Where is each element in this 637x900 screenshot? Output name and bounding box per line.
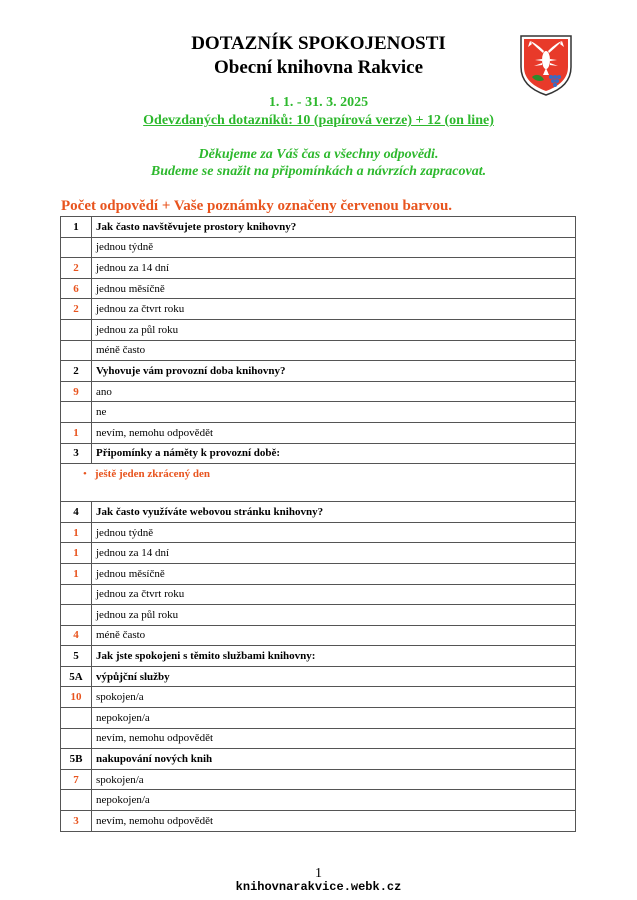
answer-row: [61, 625, 576, 646]
answer-count: 1: [61, 422, 92, 443]
answer-row: [61, 687, 576, 708]
question-row: [61, 749, 576, 770]
answer-text: jednou měsíčně: [92, 563, 576, 584]
page-number: 1: [315, 866, 322, 881]
period: 1. 1. - 31. 3. 2025: [268, 95, 369, 110]
answer-text: jednou za čtvrt roku: [92, 299, 576, 320]
answer-row: [61, 769, 576, 790]
answer-text: jednou za 14 dní: [92, 543, 576, 564]
answer-text: jednou za půl roku: [92, 605, 576, 626]
answer-count: 7: [61, 769, 92, 790]
question-row: [61, 443, 576, 464]
answer-text: jednou týdně: [92, 522, 576, 543]
answer-row: [61, 299, 576, 320]
answer-row: [61, 584, 576, 605]
answer-count: 1: [61, 543, 92, 564]
answer-count: [61, 402, 92, 423]
answer-text: ne: [92, 402, 576, 423]
answer-text: jednou měsíčně: [92, 278, 576, 299]
answer-text: jednou za půl roku: [92, 319, 576, 340]
answer-text: ano: [92, 381, 576, 402]
question-row: [61, 666, 576, 687]
question-text: nakupování nových knih: [92, 749, 576, 770]
answer-row: [61, 708, 576, 729]
question-text: Jak často navštěvujete prostory knihovny?: [92, 217, 576, 238]
answer-count: [61, 790, 92, 811]
question-number: 3: [61, 443, 92, 464]
question-number: 5B: [61, 749, 92, 770]
answer-row: [61, 522, 576, 543]
answer-text: jednou za čtvrt roku: [92, 584, 576, 605]
answer-count: 2: [61, 258, 92, 279]
answer-row: [61, 381, 576, 402]
returned-count: Odevzdaných dotazníků: 10 (papírová verze) + 12 (on line): [143, 113, 494, 128]
question-text: výpůjční služby: [92, 666, 576, 687]
answer-row: [61, 319, 576, 340]
question-text: Vyhovuje vám provozní doba knihovny?: [92, 361, 576, 382]
answer-text: méně často: [92, 340, 576, 361]
answer-count: [61, 319, 92, 340]
question-text: Připomínky a náměty k provozní době:: [92, 443, 576, 464]
question-number: 4: [61, 502, 92, 523]
thanks-line-2: Budeme se snažit na připomínkách a návrzích zapracovat.: [150, 164, 487, 179]
answer-text: spokojen/a: [92, 687, 576, 708]
answer-text: nepokojen/a: [92, 790, 576, 811]
answer-count: 4: [61, 625, 92, 646]
answer-text: nevím, nemohu odpovědět: [92, 811, 576, 832]
answer-text: spokojen/a: [92, 769, 576, 790]
answer-row: [61, 237, 576, 258]
document-title: DOTAZNÍK SPOKOJENOSTI: [191, 33, 446, 54]
answer-count: 2: [61, 299, 92, 320]
answer-count: 1: [61, 563, 92, 584]
answer-count: 10: [61, 687, 92, 708]
question-text: Jak jste spokojeni s těmito službami knihovny:: [92, 646, 576, 667]
thanks-line-1: Děkujeme za Váš čas a všechny odpovědi.: [198, 147, 439, 162]
answer-text: nevím, nemohu odpovědět: [92, 728, 576, 749]
answer-row: [61, 278, 576, 299]
library-name: Obecní knihovna Rakvice: [213, 57, 424, 78]
question-row: [61, 646, 576, 667]
question-row: [61, 217, 576, 238]
question-number: 2: [61, 361, 92, 382]
answer-row: [61, 258, 576, 279]
question-number: 1: [61, 217, 92, 238]
question-number: 5: [61, 646, 92, 667]
answer-count: [61, 237, 92, 258]
answer-row: [61, 605, 576, 626]
answer-count: 1: [61, 522, 92, 543]
answer-row: [61, 563, 576, 584]
answer-row: [61, 422, 576, 443]
answer-text: jednou týdně: [92, 237, 576, 258]
answer-row: [61, 811, 576, 832]
answer-count: [61, 340, 92, 361]
answer-count: [61, 728, 92, 749]
coat-of-arms-icon: [518, 33, 574, 97]
answer-count: 9: [61, 381, 92, 402]
question-row: [61, 502, 576, 523]
answer-row: [61, 790, 576, 811]
question-text: Jak často využíváte webovou stránku knihovny?: [92, 502, 576, 523]
answer-text: nevím, nemohu odpovědět: [92, 422, 576, 443]
color-note: Počet odpovědí + Vaše poznámky označeny červenou barvou.: [61, 198, 453, 214]
remark-row: [61, 464, 576, 502]
answer-row: [61, 402, 576, 423]
survey-table: [60, 216, 576, 832]
footer-url: knihovnarakvice.webk.cz: [235, 880, 402, 894]
answer-count: [61, 584, 92, 605]
answer-count: [61, 708, 92, 729]
bullet-icon: •: [83, 468, 87, 481]
answer-row: [61, 340, 576, 361]
answer-text: nepokojen/a: [92, 708, 576, 729]
answer-count: 6: [61, 278, 92, 299]
remark-cell: [61, 464, 576, 502]
answer-row: [61, 543, 576, 564]
answer-row: [61, 728, 576, 749]
answer-count: 3: [61, 811, 92, 832]
question-number: 5A: [61, 666, 92, 687]
answer-text: méně často: [92, 625, 576, 646]
remark-text: ještě jeden zkrácený den: [94, 468, 211, 481]
answer-count: [61, 605, 92, 626]
question-row: [61, 361, 576, 382]
answer-text: jednou za 14 dní: [92, 258, 576, 279]
